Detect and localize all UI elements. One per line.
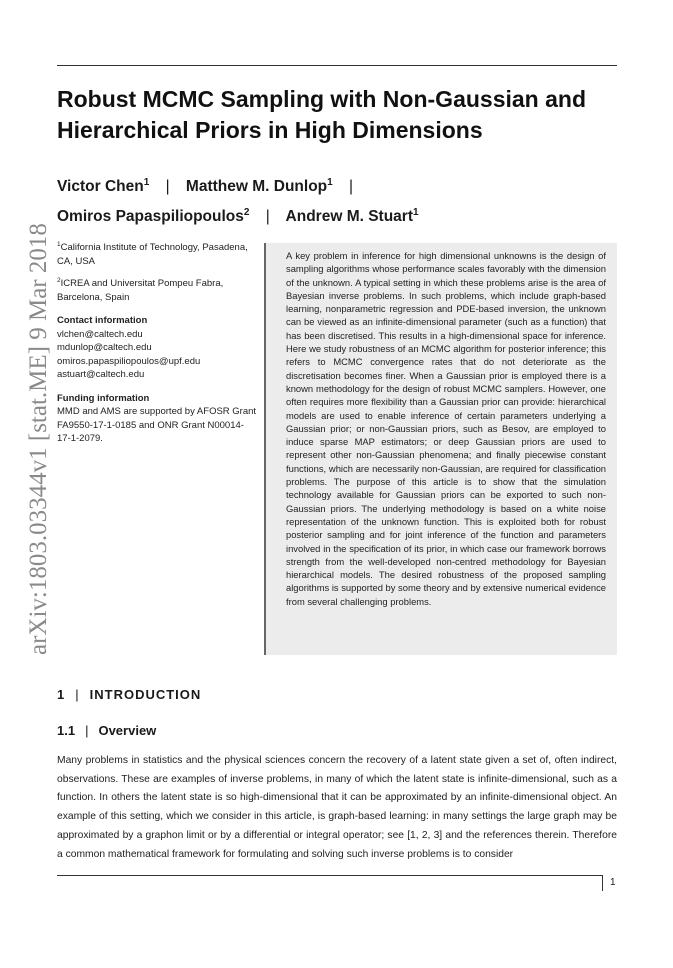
section-number: 1 [57,687,66,702]
author-separator: | [265,208,270,226]
affiliation-text: California Institute of Technology, Pasadena, CA, USA [57,242,248,267]
author-name: Andrew M. Stuart [285,208,413,226]
intro-paragraph: Many problems in statistics and the physical sciences concern the recovery of a latent state given a set of, often indirect, observations. These are examples of inverse problems, in many of which the latent state is infinite-dimensional, such as a function. In others the latent state is so high-dimensional that it can be approximated by an infinite-dimensional object. An example of this setting, which we consider in this article, is graph-based learning: in many settings the large graph may be approximated by a graphon limit or by a differential or integral operator; see [1, 2, 3] and the references therein. Therefore a common mathematical framework for formulating and solving such inverse problems is to consider [57,755,617,860]
subsection-number: 1.1 [57,723,76,738]
affiliation [57,274,257,304]
author-separator: | [349,178,354,196]
contact-heading: Contact information [57,315,148,327]
section-title: INTRODUCTION [89,687,202,702]
page-number-divider [602,875,603,891]
author-affiliation-mark: 2 [243,207,250,219]
funding-heading: Funding information [57,392,150,404]
author-name: Matthew M. Dunlop [185,178,328,196]
author-name: Omiros Papaspiliopoulos [57,208,244,226]
arxiv-stamp: arXiv:1803.03344v1 [stat.ME] 9 Mar 2018 [25,223,52,655]
paper-title: Robust MCMC Sampling with Non-Gaussian and Hierarchical Priors in High Dimensions [57,86,586,143]
contact-email: mdunlop@caltech.edu [57,342,152,354]
abstract-box: A key problem in inference for high dimensional unknowns is the design of sampling algorithms whose performance scales favorably with the dimension of the unknown. A typical setting in which these problems arise is the area of Bayesian inverse problems. In such problems, which include graph-based learning, nonparametric regression and PDE-based inversion, the unknown can be viewed as an infinite-dimensional parameter (such as a function) that has been discretised. This results in a high-dimensional space for inference. Here we study robustness of an MCMC algorithm for posterior inference; this refers to MCMC convergence rates that do not deteriorate as the discretisation becomes finer. When a Gaussian prior is employed there is a known methodology for the design of robust MCMC samplers. However, one often requires more flexibility than a Gaussian prior can provide: hierarchical models are used to enable inference of certain parameters underlying a Gaussian prior; or non-Gaussian priors, such as Besov, are employed to induce sparse MAP estimators; or deep Gaussian priors are used to represent other non-Gaussian phenomena; and finally piecewise constant functions, which are necessarily non-Gaussian, are required for classification problems. The purpose of this article is to show that the simulation technology available for Gaussian priors can be exported to such non-Gaussian priors. The underlying methodology is based on a white noise representation of the unknown function. This is exploited both for robust posterior sampling and for joint inference of the function and parameters involved in the specification of its prior, in which case our framework borrows strength from the well-developed non-centred methodology for Bayesian hierarchical models. The desired robustness of the proposed sampling algorithms is supported by some theory and by extensive numerical evidence from several challenging problems. [264,243,617,655]
author-separator: | [165,178,170,196]
author-affiliation-mark: 1 [327,177,333,188]
author-line-1 [57,170,617,200]
subsection-title: Overview [98,723,157,738]
sidebar-info [57,238,257,446]
author-name: Victor Chen [57,178,144,196]
page-number: 1 [610,877,616,888]
affiliation [57,238,257,268]
contact-email: omiros.papaspiliopoulos@upf.edu [57,355,201,367]
section-separator: | [75,687,80,702]
author-line-2 [57,200,617,230]
author-affiliation-mark: 1 [143,177,150,188]
author-list [57,170,617,230]
subsection-heading [57,723,156,738]
contact-email: astuart@caltech.edu [57,369,145,381]
author-affiliation-mark: 1 [413,207,419,219]
subsection-separator: | [85,723,89,738]
contact-email: vlchen@caltech.edu [57,328,143,340]
affiliation-number: 1 [57,241,61,248]
top-rule [57,65,617,66]
affiliation-text: ICREA and Universitat Pompeu Fabra, Barcelona, Spain [57,278,224,303]
section-heading [57,687,201,702]
affiliation-number: 2 [57,277,61,285]
funding-text: MMD and AMS are supported by AFOSR Grant FA9550-17-1-0185 and ONR Grant N00014-17-1-2079. [57,406,257,445]
footer-rule [57,875,602,876]
